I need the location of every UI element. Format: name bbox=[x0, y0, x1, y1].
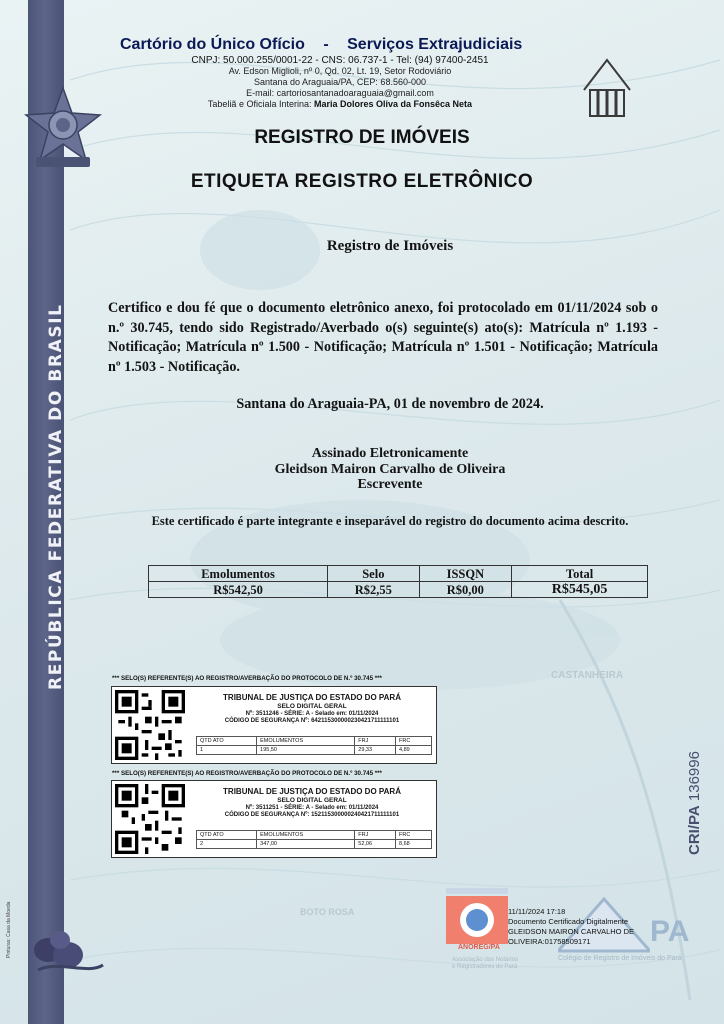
anoreg-caption bbox=[452, 957, 518, 971]
signature-signer: GLEIDSON MAIRON CARVALHO DE bbox=[508, 927, 634, 936]
seal-security-code: CÓDIGO DE SEGURANÇA Nº: 642115300000230421711111101 bbox=[224, 718, 400, 724]
seal-caption: *** SELO(S) REFERENTE(S) AO REGISTRO/AVERBAÇÃO DO PROTOCOLO DE N.º 30.745 *** bbox=[112, 675, 382, 682]
office-registry-line: CNPJ: 50.000.255/0001-22 - CNS: 06.737-1 - Tel: (94) 97400-2451 bbox=[191, 55, 489, 66]
signer-name: Gleidson Mairon Carvalho de Oliveira bbox=[274, 461, 506, 477]
seal-title: TRIBUNAL DE JUSTIÇA DO ESTADO DO PARÁ bbox=[223, 787, 401, 796]
digital-signature-stamp bbox=[508, 907, 634, 947]
signature-status: Assinado Eletronicamente bbox=[311, 446, 469, 461]
fees-value: R$542,50 bbox=[149, 582, 328, 598]
signer-role: Escrevente bbox=[357, 477, 423, 492]
seal-table-value: 52,06 bbox=[355, 840, 396, 849]
office-address-line: Av. Edson Miglioli, nº 0, Qd. 02, Lt. 19, Setor Rodoviário bbox=[228, 66, 452, 76]
digital-seal bbox=[111, 780, 437, 858]
fees-total: R$545,05 bbox=[512, 582, 648, 598]
seal-security-code: CÓDIGO DE SEGURANÇA Nº: 152115300000240421711111101 bbox=[224, 812, 400, 818]
fees-table bbox=[148, 565, 648, 598]
fees-header: Total bbox=[512, 566, 648, 582]
boto-rosa-label: BOTO ROSA bbox=[300, 907, 355, 917]
certificate-note: Este certificado é parte integrante e inseparável do registro do documento acima descrito. bbox=[151, 514, 629, 528]
qr-code-icon[interactable] bbox=[115, 690, 185, 760]
seal-subtitle: SELO DIGITAL GERAL bbox=[277, 797, 347, 804]
anoreg-logo-text: ANOREG/PA bbox=[458, 944, 500, 951]
fees-header: ISSQN bbox=[419, 566, 511, 582]
anoreg-caption-line: e Registradores do Pará bbox=[452, 964, 518, 970]
fees-value-row bbox=[149, 582, 648, 598]
fees-value: R$2,55 bbox=[328, 582, 420, 598]
fees-header: Selo bbox=[328, 566, 420, 582]
seal-table-header: FRC bbox=[396, 831, 432, 840]
office-services: Serviços Extrajudiciais bbox=[347, 36, 523, 53]
seal-table-header: FRJ bbox=[355, 737, 396, 746]
sub-heading: ETIQUETA REGISTRO ELETRÔNICO bbox=[190, 171, 534, 192]
digital-seal bbox=[111, 686, 437, 764]
qr-code-icon[interactable] bbox=[115, 784, 185, 854]
seal-table bbox=[196, 736, 432, 755]
seal-number: Nº: 3511246 - SÉRIE: A - Selado em: 01/11/2024 bbox=[245, 711, 379, 717]
seal-subtitle: SELO DIGITAL GERAL bbox=[277, 703, 347, 710]
seal-table bbox=[196, 830, 432, 849]
office-name: Cartório do Único Ofício bbox=[120, 36, 305, 53]
date-line: Santana do Araguaia-PA, 01 de novembro de 2024. bbox=[236, 396, 544, 412]
seal-table-value: 8,68 bbox=[396, 840, 432, 849]
title-separator: - bbox=[323, 36, 329, 53]
seal-caption: *** SELO(S) REFERENTE(S) AO REGISTRO/AVERBAÇÃO DO PROTOCOLO DE N.º 30.745 *** bbox=[112, 770, 382, 777]
signature-signer-id: OLIVEIRA:01758509171 bbox=[508, 937, 591, 946]
seal-table-value: 195,50 bbox=[257, 746, 355, 755]
seal-table-header: QTD ATO bbox=[197, 831, 257, 840]
fees-header: Emolumentos bbox=[149, 566, 328, 582]
certification-paragraph: Certifico e dou fé que o documento eletrônico anexo, foi protocolado em 01/11/2024 sob o n.º 30.745, tendo sido Registrado/Averbado o(s) seguinte(s) ato(s): Matrícula nº 1.193 - Notificação; Matrícula nº 1.500 - Notificação; Matrícula nº 1.501 - Notificação; Matrícula nº 1.503 - Notificação. bbox=[108, 300, 658, 375]
office-details bbox=[150, 55, 530, 110]
seal-table-header: EMOLUMENTOS bbox=[257, 737, 355, 746]
document-serial bbox=[686, 751, 703, 855]
footnote: Pinturas: Casa da Moeda bbox=[6, 901, 12, 958]
officer-name: Maria Dolores Oliva da Fonsêca Neta bbox=[314, 99, 473, 109]
seal-table-header: EMOLUMENTOS bbox=[257, 831, 355, 840]
castanheira-label: CASTANHEIRA bbox=[551, 670, 624, 681]
seal-title: TRIBUNAL DE JUSTIÇA DO ESTADO DO PARÁ bbox=[223, 693, 401, 702]
seal-table-value: 2 bbox=[197, 840, 257, 849]
seal-table-value: 4,89 bbox=[396, 746, 432, 755]
anoreg-caption-line: Associação dos Notários bbox=[452, 957, 519, 963]
signature-label: Documento Certificado Digitalmente bbox=[508, 917, 629, 926]
fees-value: R$0,00 bbox=[419, 582, 511, 598]
seal-number: Nº: 3511251 - SÉRIE: A - Selado em: 01/11/2024 bbox=[245, 805, 379, 811]
office-city-line: Santana do Araguaia/PA, CEP: 68.560-000 bbox=[254, 77, 426, 87]
seal-table-header: FRC bbox=[396, 737, 432, 746]
serial-prefix: CRI/PA bbox=[686, 805, 703, 855]
officer-label: Tabeliã e Oficiala Interina: bbox=[207, 99, 312, 109]
crpa-logo-text: PA bbox=[650, 915, 690, 948]
seal-info bbox=[190, 711, 434, 725]
seal-table-value: 29,33 bbox=[355, 746, 396, 755]
seal-table-value: 1 bbox=[197, 746, 257, 755]
seal-info bbox=[190, 805, 434, 819]
fees-header-row bbox=[149, 566, 648, 582]
crpa-caption: Colégio de Registro de Imóveis do Pará bbox=[558, 955, 682, 962]
fruit-illustration-icon bbox=[18, 915, 108, 985]
building-logo-icon bbox=[578, 50, 636, 120]
signature-block bbox=[0, 446, 724, 493]
section-title: Registro de Imóveis bbox=[326, 238, 454, 254]
office-title bbox=[120, 36, 550, 54]
seal-table-value: 347,00 bbox=[257, 840, 355, 849]
seal-table-header: FRJ bbox=[355, 831, 396, 840]
office-officer-line bbox=[150, 99, 530, 110]
seal-table-header: QTD ATO bbox=[197, 737, 257, 746]
office-email-line: E-mail: cartoriosantanadoaraguaia@gmail.com bbox=[246, 88, 434, 98]
main-heading: REGISTRO DE IMÓVEIS bbox=[254, 127, 470, 148]
signature-timestamp: 11/11/2024 17:18 bbox=[508, 907, 566, 916]
side-band-text: REPÚBLICA FEDERATIVA DO BRASIL bbox=[46, 303, 66, 690]
serial-number: 136996 bbox=[686, 751, 703, 802]
